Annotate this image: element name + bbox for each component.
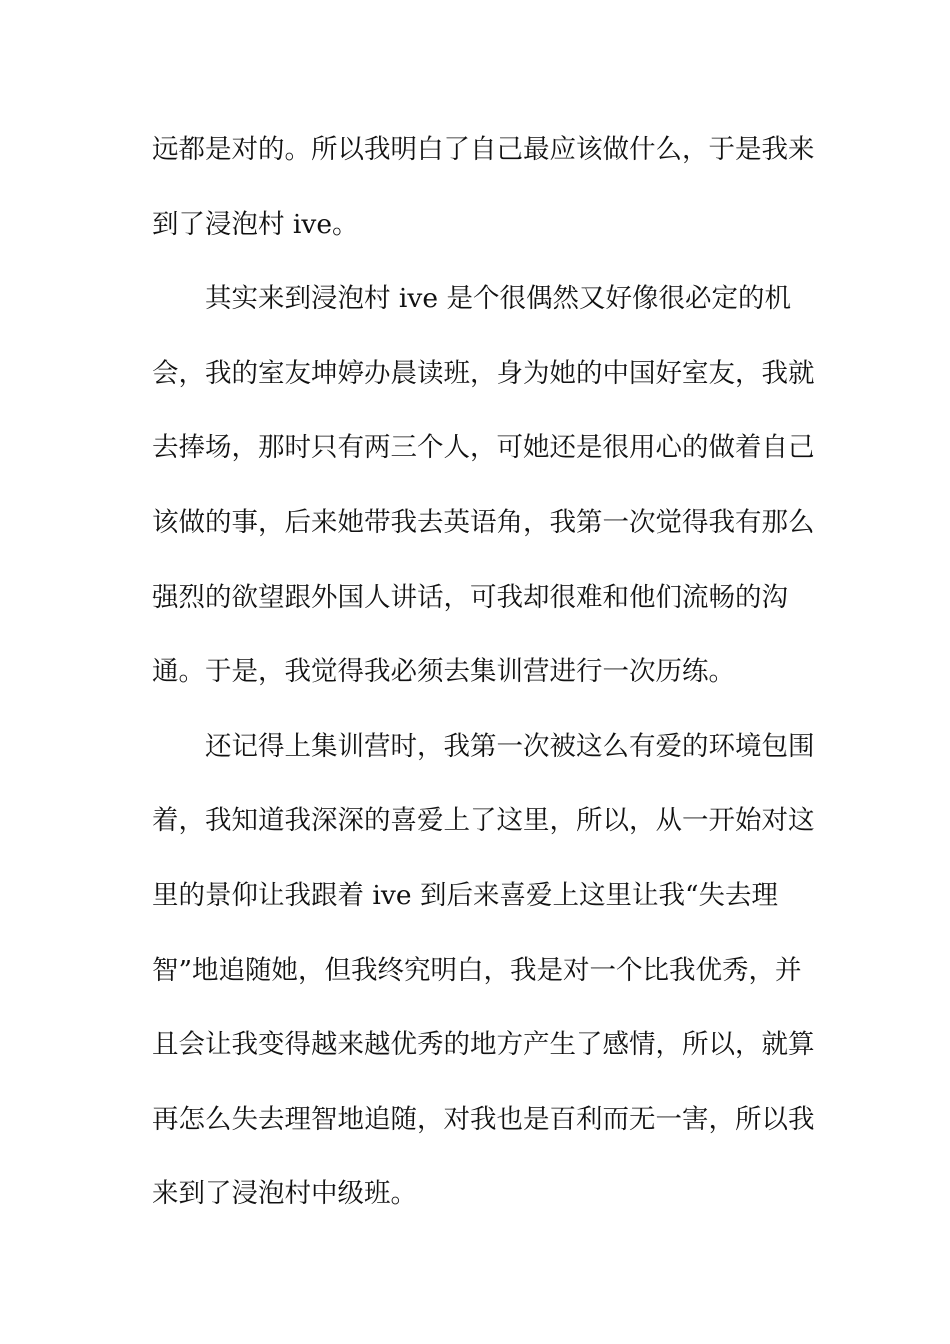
text-line: 到了浸泡村 ive。 [152, 208, 359, 240]
text-line: 通。于是，我觉得我必须去集训营进行一次历练。 [152, 656, 735, 688]
text-line: 再怎么失去理智地追随，对我也是百利而无一害，所以我 [152, 1103, 815, 1135]
paragraph-start-line: 还记得上集训营时，我第一次被这么有爱的环境包围 [205, 730, 815, 762]
text-line: 来到了浸泡村中级班。 [152, 1178, 417, 1210]
paragraph-start-line: 其实来到浸泡村 ive 是个很偶然又好像很必定的机 [205, 283, 791, 315]
text-line: 着，我知道我深深的喜爱上了这里，所以，从一开始对这 [152, 805, 815, 837]
text-line: 去捧场，那时只有两三个人，可她还是很用心的做着自己 [152, 432, 815, 464]
text-line: 远都是对的。所以我明白了自己最应该做什么，于是我来 [152, 134, 815, 165]
body-text [152, 128, 815, 1247]
text-line: 该做的事，后来她带我去英语角，我第一次觉得我有那么 [152, 506, 815, 538]
text-line: 强烈的欲望跟外国人讲话，可我却很难和他们流畅的沟 [152, 581, 788, 613]
text-line: 且会让我变得越来越优秀的地方产生了感情，所以，就算 [152, 1029, 815, 1061]
text-line: 里的景仰让我跟着 ive 到后来喜爱上这里让我“失去理 [152, 879, 779, 911]
text-line: 智”地追随她，但我终究明白，我是对一个比我优秀，并 [152, 954, 802, 986]
text-line: 会，我的室友坤婷办晨读班，身为她的中国好室友，我就 [152, 357, 815, 389]
